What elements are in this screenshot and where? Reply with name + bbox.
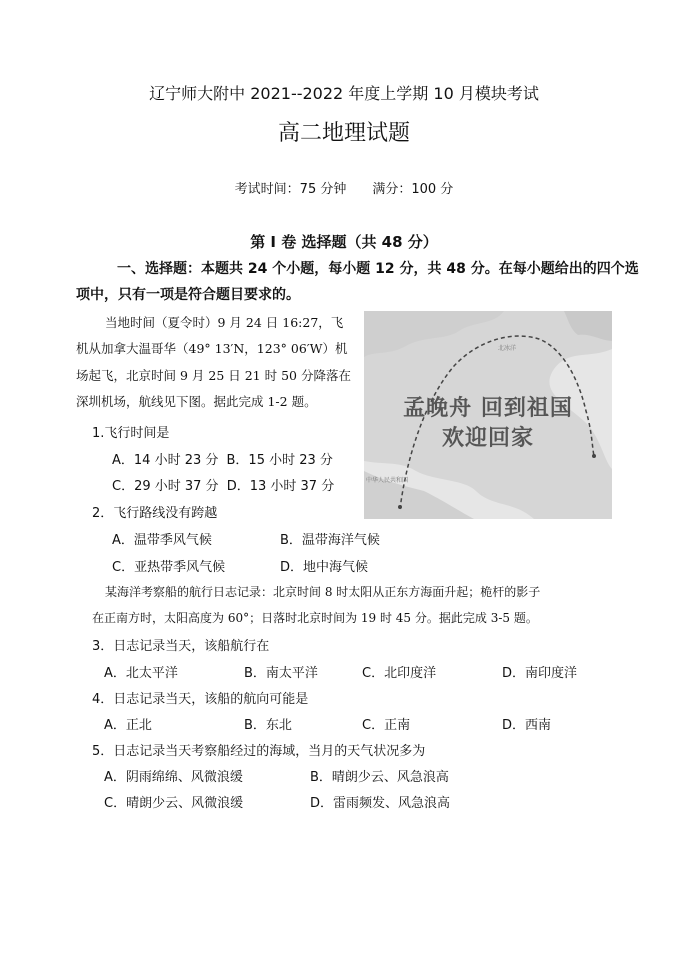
option: A．阴雨绵绵、风微浪缓 (104, 770, 243, 785)
option: B．15 小时 23 分 (226, 453, 333, 468)
question-options-row (112, 475, 334, 494)
passage1-line: 机从加拿大温哥华（49° 13′N，123° 06′W）机 (76, 341, 348, 356)
passage1-line: 当地时间（夏令时）9 月 24 日 16:27，飞 (105, 315, 344, 330)
passage1-line: 深圳机场，航线见下图。据此完成 1-2 题。 (76, 394, 317, 409)
flight-route-map (364, 311, 612, 519)
question-stem: 2．飞行路线没有跨越 (92, 506, 218, 521)
question-stem: 4．日志记录当天，该船的航向可能是 (92, 692, 309, 707)
instruction-line-1: 一、选择题：本题共 24 个小题，每小题 12 分，共 48 分。在每小题给出的四个选 (117, 261, 639, 277)
option: B．东北 (244, 718, 292, 733)
passage1-line: 场起飞，北京时间 9 月 25 日 21 时 50 分降落在 (76, 368, 351, 383)
option: C．亚热带季风气候 (112, 560, 226, 575)
section-title: 第 Ⅰ 卷 选择题（共 48 分） (250, 233, 438, 251)
question-stem: 5．日志记录当天考察船经过的海域，当月的天气状况多为 (92, 744, 426, 759)
question-stem: 1.飞行时间是 (92, 426, 170, 441)
instruction-line-2: 项中，只有一项是符合题目要求的。 (76, 287, 300, 303)
option: D．地中海气候 (280, 560, 369, 575)
map-overlay-headline: 孟晚舟 回到祖国 (403, 396, 573, 421)
exam-info (0, 178, 688, 197)
option: C．北印度洋 (362, 666, 437, 681)
option: C．29 小时 37 分 (112, 479, 219, 494)
question-stem: 3．日志记录当天，该船航行在 (92, 639, 270, 654)
passage2-line: 在正南方时，太阳高度为 60°；日落时北京时间为 19 时 45 分。据此完成 3-5 题。 (92, 611, 538, 625)
option: B．南太平洋 (244, 666, 318, 681)
map-overlay-subline: 欢迎回家 (441, 426, 534, 451)
option: A．北太平洋 (104, 666, 178, 681)
option: C．正南 (362, 718, 411, 733)
option: B．温带海洋气候 (280, 533, 380, 548)
option: B．晴朗少云、风急浪高 (310, 770, 449, 785)
exam-time: 考试时间：75 分钟 (234, 182, 347, 197)
option: D．西南 (502, 718, 552, 733)
option: A．14 小时 23 分 (112, 453, 219, 468)
option: D．南印度洋 (502, 666, 578, 681)
option: C．晴朗少云、风微浪缓 (104, 796, 244, 811)
map-label-china: 中华人民共和国 (366, 477, 409, 484)
question-options-row (112, 449, 333, 468)
subject-title: 高二地理试题 (277, 121, 410, 146)
map-label-ocean: 北冰洋 (498, 345, 517, 352)
full-score: 满分：100 分 (372, 182, 454, 197)
option: D．13 小时 37 分 (226, 479, 335, 494)
passage2-line: 某海洋考察船的航行日志记录：北京时间 8 时太阳从正东方海面升起；桅杆的影子 (105, 585, 541, 599)
option: A．正北 (104, 718, 152, 733)
option: A．温带季风气候 (112, 533, 212, 548)
school-title: 辽宁师大附中 2021--2022 年度上学期 10 月模块考试 (149, 84, 539, 103)
option: D．雷雨频发、风急浪高 (310, 796, 451, 811)
